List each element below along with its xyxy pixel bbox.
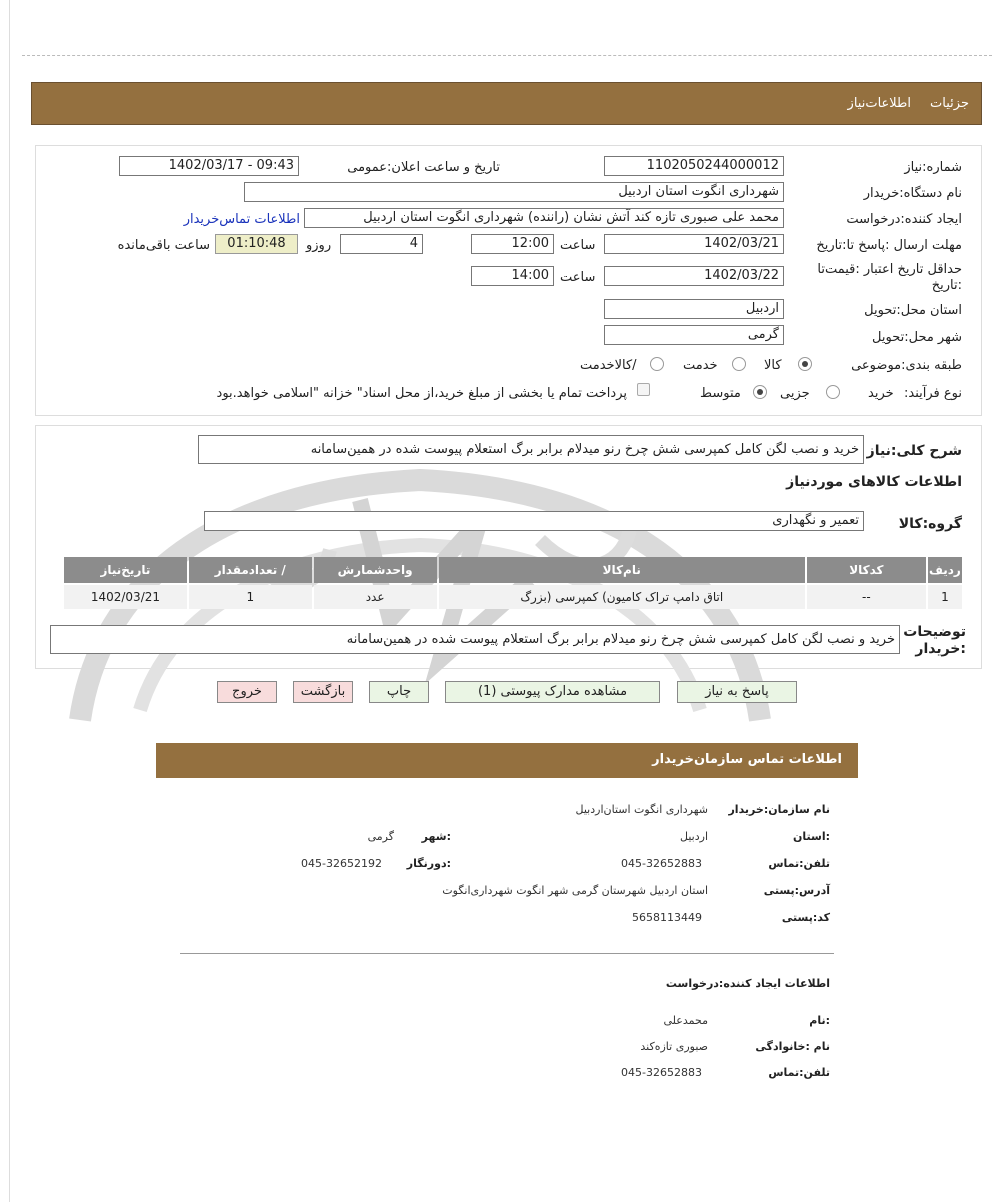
address-value: استان اردبیل شهرستان گرمی شهر انگوت شهرداری‌انگوت	[442, 884, 708, 897]
tab-need-info[interactable]: اطلاعات‌نیاز	[847, 96, 911, 111]
creator-phone-value: 045-32652883	[621, 1066, 702, 1079]
back-button[interactable]: بازگشت	[293, 681, 353, 703]
col-name: نام‌کالا	[439, 557, 805, 583]
buyer-contact-bar	[156, 743, 858, 778]
col-quantity: / تعدادمقدار	[189, 557, 312, 583]
col-need-date: تاریخ‌نیاز	[64, 557, 187, 583]
contact-city-value: گرمی	[367, 830, 394, 843]
category-option-service: خدمت	[683, 358, 718, 373]
buyer-notes-label-2: :خریدار	[915, 641, 966, 657]
creator-info-title: اطلاعات ایجاد کننده:درخواست	[665, 977, 830, 990]
deadline-label: مهلت ارسال :پاسخ تا:تاریخ	[816, 238, 962, 253]
postal-code-value: 5658113449	[632, 911, 702, 924]
summary-field: خرید و نصب لگن کامل کمپرسی شش چرخ رنو میدلام برابر برگ استعلام پیوست شده در همین‌سامانه	[198, 435, 864, 464]
validity-time-field: 14:00	[471, 266, 554, 286]
buyer-contact-link[interactable]: اطلاعات تماس‌خریدار	[183, 212, 300, 227]
goods-group-label: گروه:کالا	[898, 516, 962, 532]
buyer-notes-label: توضیحات	[903, 624, 966, 640]
col-unit: واحدشمارش	[314, 557, 437, 583]
creator-name-value: محمدعلی	[663, 1014, 708, 1027]
attachments-button[interactable]: مشاهده مدارک پیوستی (1)	[445, 681, 660, 703]
announce-label: تاریخ و ساعت اعلان:عمومی	[347, 160, 500, 175]
tab-details[interactable]: جزئیات	[930, 96, 969, 111]
contact-city-label: :شهر	[421, 830, 451, 843]
category-radio-goods-service[interactable]	[650, 357, 664, 371]
contact-province-value: اردبیل	[680, 830, 708, 843]
top-divider	[22, 55, 992, 56]
creator-name-label: :نام	[809, 1014, 830, 1027]
creator-phone-label: تلفن:تماس	[768, 1066, 830, 1079]
province-label: استان محل:تحویل	[864, 303, 962, 318]
province-field: اردبیل	[604, 299, 784, 319]
col-code: کدکالا	[807, 557, 926, 583]
goods-table-wrap	[62, 555, 964, 611]
remaining-label: ساعت باقی‌مانده	[117, 238, 210, 253]
buyer-org-field: شهرداری انگوت استان اردبیل	[244, 182, 784, 202]
treasury-payment-checkbox[interactable]	[637, 383, 650, 396]
process-option-minor: جزیی	[780, 386, 810, 401]
left-border	[9, 0, 10, 1202]
category-radio-service[interactable]	[732, 357, 746, 371]
cell-need-date: 1402/03/21	[64, 585, 187, 609]
city-field: گرمی	[604, 325, 784, 345]
header-bar	[31, 82, 982, 125]
process-buy-label: خرید	[868, 386, 894, 401]
goods-info-title: اطلاعات کالاهای موردنیاز	[786, 474, 962, 490]
address-label: آدرس:پستی	[763, 884, 830, 897]
summary-label: شرح کلی:نیاز	[866, 443, 962, 459]
creator-family-label: نام :خانوادگی	[755, 1040, 830, 1053]
treasury-payment-note: پرداخت تمام یا بخشی از مبلغ خرید،از محل اسناد" خزانه "اسلامی خواهد.بود	[216, 386, 627, 401]
creator-family-value: صبوری تازه‌کند	[640, 1040, 708, 1053]
goods-table	[62, 555, 964, 611]
cell-name: اتاق دامپ تراک کامیون) کمپرسی (بزرگ	[439, 585, 805, 609]
table-row	[64, 585, 962, 609]
print-button[interactable]: چاپ	[369, 681, 429, 703]
cell-row: 1	[928, 585, 962, 609]
org-value: شهرداری انگوت استان‌اردبیل	[575, 803, 708, 816]
remaining-time: 01:10:48	[215, 234, 298, 254]
contact-province-label: :استان	[793, 830, 830, 843]
cell-unit: عدد	[314, 585, 437, 609]
postal-code-label: کد:پستی	[781, 911, 830, 924]
cell-code: --	[807, 585, 926, 609]
process-radio-medium[interactable]	[753, 385, 767, 399]
cell-quantity: 1	[189, 585, 312, 609]
buyer-contact-title: اطلاعات تماس سازمان‌خریدار	[652, 752, 842, 767]
col-row: ردیف	[928, 557, 962, 583]
fax-value: 045-32652192	[301, 857, 382, 870]
exit-button[interactable]: خروج	[217, 681, 277, 703]
process-option-medium: متوسط	[700, 386, 741, 401]
buyer-notes-field: خرید و نصب لگن کامل کمپرسی شش چرخ رنو میدلام برابر برگ استعلام پیوست شده در همین‌سامانه	[50, 625, 900, 654]
table-header-row	[64, 557, 962, 583]
days-label: روزو	[306, 238, 332, 253]
goods-group-field: تعمیر و نگهداری	[204, 511, 864, 531]
creator-label: ایجاد کننده:درخواست	[846, 212, 962, 227]
fax-label: :دورنگار	[406, 857, 451, 870]
buyer-org-label: نام دستگاه:خریدار	[863, 186, 962, 201]
deadline-time-label: ساعت	[560, 238, 596, 253]
announce-field: 1402/03/17 - 09:43	[119, 156, 299, 176]
creator-field: محمد علی صبوری تازه کند آتش نشان (راننده) شهرداری انگوت استان اردبیل	[304, 208, 784, 228]
category-radio-goods[interactable]	[798, 357, 812, 371]
contact-divider	[180, 953, 834, 954]
days-field: 4	[340, 234, 423, 254]
category-option-goods: کالا	[764, 358, 782, 373]
validity-time-label: ساعت	[560, 270, 596, 285]
need-number-label: شماره:نیاز	[904, 160, 962, 175]
contact-phone-label: تلفن:تماس	[768, 857, 830, 870]
validity-label: حداقل تاریخ اعتبار :قیمت‌تا	[817, 262, 962, 277]
need-number-field: 1102050244000012	[604, 156, 784, 176]
city-label: شهر محل:تحویل	[872, 330, 962, 345]
validity-label-2: :تاریخ	[931, 278, 962, 293]
org-label: نام سازمان:خریدار	[728, 803, 830, 816]
process-label: نوع فرآیند:	[904, 386, 962, 401]
validity-date-field: 1402/03/22	[604, 266, 784, 286]
deadline-time-field: 12:00	[471, 234, 554, 254]
process-radio-minor[interactable]	[826, 385, 840, 399]
deadline-date-field: 1402/03/21	[604, 234, 784, 254]
reply-button[interactable]: پاسخ به نیاز	[677, 681, 797, 703]
category-label: طبقه بندی:موضوعی	[851, 358, 962, 373]
category-option-goods-service: /کالاخدمت	[580, 358, 637, 373]
contact-phone-value: 045-32652883	[621, 857, 702, 870]
